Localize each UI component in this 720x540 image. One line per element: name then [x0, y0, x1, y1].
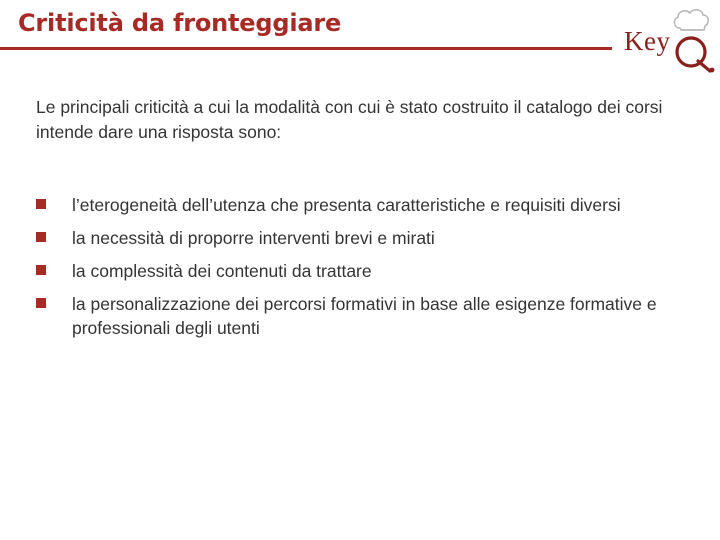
- list-item: [36, 226, 696, 250]
- list-item: [36, 292, 696, 340]
- square-bullet-icon: [36, 298, 46, 308]
- slide-title: Criticità da fronteggiare: [18, 9, 342, 37]
- keyq-logo: [612, 8, 716, 78]
- list-item-text: la necessità di proporre interventi brevi e mirati: [72, 228, 435, 248]
- square-bullet-icon: [36, 265, 46, 275]
- intro-paragraph: Le principali criticità a cui la modalità con cui è stato costruito il catalogo dei corsi intende dare una risposta sono:: [36, 97, 663, 142]
- list-item-text: la personalizzazione dei percorsi formativi in base alle esigenze formative e professionali degli utenti: [72, 294, 657, 338]
- list-item-text: l’eterogeneità dell’utenza che presenta caratteristiche e requisiti diversi: [72, 195, 621, 215]
- list-item: [36, 193, 696, 217]
- logo-text: Key: [624, 26, 671, 56]
- list-item-text: la complessità dei contenuti da trattare: [72, 261, 372, 281]
- title-underline: [0, 47, 612, 50]
- list-item: [36, 259, 696, 283]
- square-bullet-icon: [36, 199, 46, 209]
- chef-hat-q-icon: [612, 8, 716, 78]
- bullet-list: [36, 193, 696, 349]
- square-bullet-icon: [36, 232, 46, 242]
